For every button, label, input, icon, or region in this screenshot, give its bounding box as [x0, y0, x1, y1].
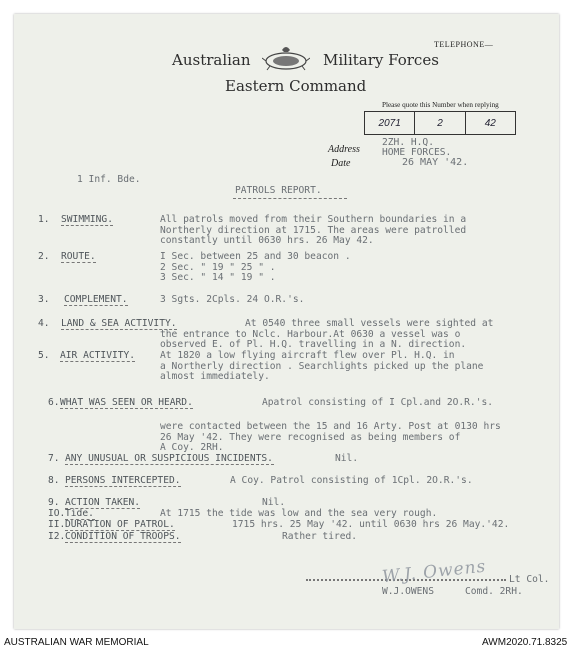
ref-cell-1: 2071 [365, 112, 415, 134]
item-text-line: were contacted between the 15 and 16 Arty. Post at 0130 hrs [160, 421, 501, 432]
heading-underline [61, 225, 113, 226]
date-value: 26 MAY '42. [402, 157, 469, 168]
item-heading: ACTION TAKEN. [65, 497, 141, 508]
item-text-line: Northerly direction at 1715. The areas were patrolled [160, 224, 467, 236]
item-number: II. [48, 519, 66, 530]
handwritten-signature: W.J. Owens [381, 556, 488, 588]
signature-name: W.J.OWENS [382, 586, 434, 597]
crest-emblem-icon [262, 44, 310, 74]
item-text-line: A Coy. Patrol consisting of 1Cpl. 2O.R.'s. [230, 475, 473, 486]
item-number: IO. [48, 508, 66, 519]
item-heading: ANY UNUSUAL OR SUSPICIOUS INCIDENTS. [65, 453, 273, 464]
report-title: PATROLS REPORT. [235, 185, 322, 196]
item-number: 7. [48, 453, 60, 464]
item-text-line: Rather tired. [282, 531, 358, 542]
letterhead-right: Military Forces [323, 51, 439, 69]
item-text-line: I Sec. between 25 and 30 beacon . [160, 251, 351, 262]
title-underline [233, 198, 347, 199]
item-text-line: 3 Sgts. 2Cpls. 24 O.R.'s. [160, 294, 305, 305]
ref-cell-3: 42 [484, 117, 496, 129]
heading-underline [61, 262, 96, 263]
item-text-line: Nil. [262, 497, 286, 508]
item-heading: AIR ACTIVITY. [60, 350, 136, 361]
item-text-line: observed E. of Pl. H.Q. travelling in a N. direction. [160, 339, 467, 350]
item-heading: WHAT WAS SEEN OR HEARD. [60, 397, 193, 408]
telephone-label: TELEPHONE— [434, 40, 494, 49]
item-text-line: Apatrol consisting of I Cpl.and 2O.R.'s. [262, 397, 494, 408]
item-text-line: Nil. [335, 453, 359, 464]
item-heading: Tide. [65, 508, 94, 519]
letterhead-command: Eastern Command [225, 77, 367, 95]
item-text-line: All patrols moved from their Southern boundaries in a [160, 214, 467, 225]
address-line-1: 2ZH. H.Q. [382, 137, 434, 148]
item-text-line: At 0540 three small vessels were sighted at [245, 318, 494, 329]
item-number: 2. [38, 251, 50, 262]
item-number: 3. [38, 294, 50, 305]
quote-note: Please quote this Number when replying [382, 101, 499, 109]
item-heading: LAND & SEA ACTIVITY. [61, 318, 177, 329]
letterhead-left: Australian [172, 51, 251, 69]
ref-cell-2: 2 [415, 112, 465, 134]
item-number: 5. [38, 350, 50, 361]
heading-underline [64, 305, 128, 306]
item-text-line: At 1715 the tide was low and the sea very rough. [160, 508, 438, 519]
footer-left: AUSTRALIAN WAR MEMORIAL [4, 637, 149, 648]
heading-underline [60, 408, 193, 409]
item-number: I2. [48, 531, 66, 542]
heading-underline [60, 361, 135, 362]
heading-underline [65, 542, 181, 543]
address-line-2: HOME FORCES. [382, 147, 452, 158]
address-label: Address [328, 144, 360, 155]
item-heading: DURATION OF PATROL. [65, 519, 175, 530]
item-text-line: 2 Sec. " 19 " 25 " . [160, 261, 276, 273]
item-number: 8. [48, 475, 60, 486]
signature-rank: Lt Col. [509, 574, 550, 585]
item-text-line: A Coy. 2RH. [160, 442, 224, 453]
item-text-line: almost immediately. [160, 371, 270, 382]
item-text-line: constantly until 0630 hrs. 26 May 42. [160, 235, 374, 246]
footer-right: AWM2020.71.8325 [482, 637, 568, 648]
addressee: 1 Inf. Bde. [77, 174, 141, 185]
item-number: 1. [38, 214, 50, 225]
item-text-line: a Northerly direction . Searchlights picked up the plane [160, 360, 484, 372]
heading-underline [65, 464, 274, 465]
heading-underline [65, 486, 181, 487]
item-heading: CONDITION OF TROOPS. [65, 531, 181, 542]
item-heading: SWIMMING. [61, 214, 113, 225]
item-heading: PERSONS INTERCEPTED. [65, 475, 181, 486]
item-number: 9. [48, 497, 60, 508]
item-text-line: 3 Sec. " 14 " 19 " . [160, 272, 276, 283]
item-number: 4. [38, 318, 50, 329]
item-text-line: the entrance to Nclc. Harbour.At 0630 a vessel was o [160, 328, 461, 340]
item-heading: COMPLEMENT. [64, 294, 128, 305]
date-label: Date [331, 158, 351, 169]
item-text-line: 1715 hrs. 25 May '42. until 0630 hrs 26 May.'42. [232, 519, 510, 530]
item-text-line: 26 May '42. They were recognised as being members of [160, 431, 461, 443]
item-text-line: At 1820 a low flying aircraft flew over Pl. H.Q. in [160, 350, 455, 361]
item-heading: ROUTE. [61, 251, 96, 262]
signature-role: Comd. 2RH. [465, 586, 523, 597]
reference-number-box [364, 111, 516, 135]
item-number: 6. [48, 397, 60, 408]
